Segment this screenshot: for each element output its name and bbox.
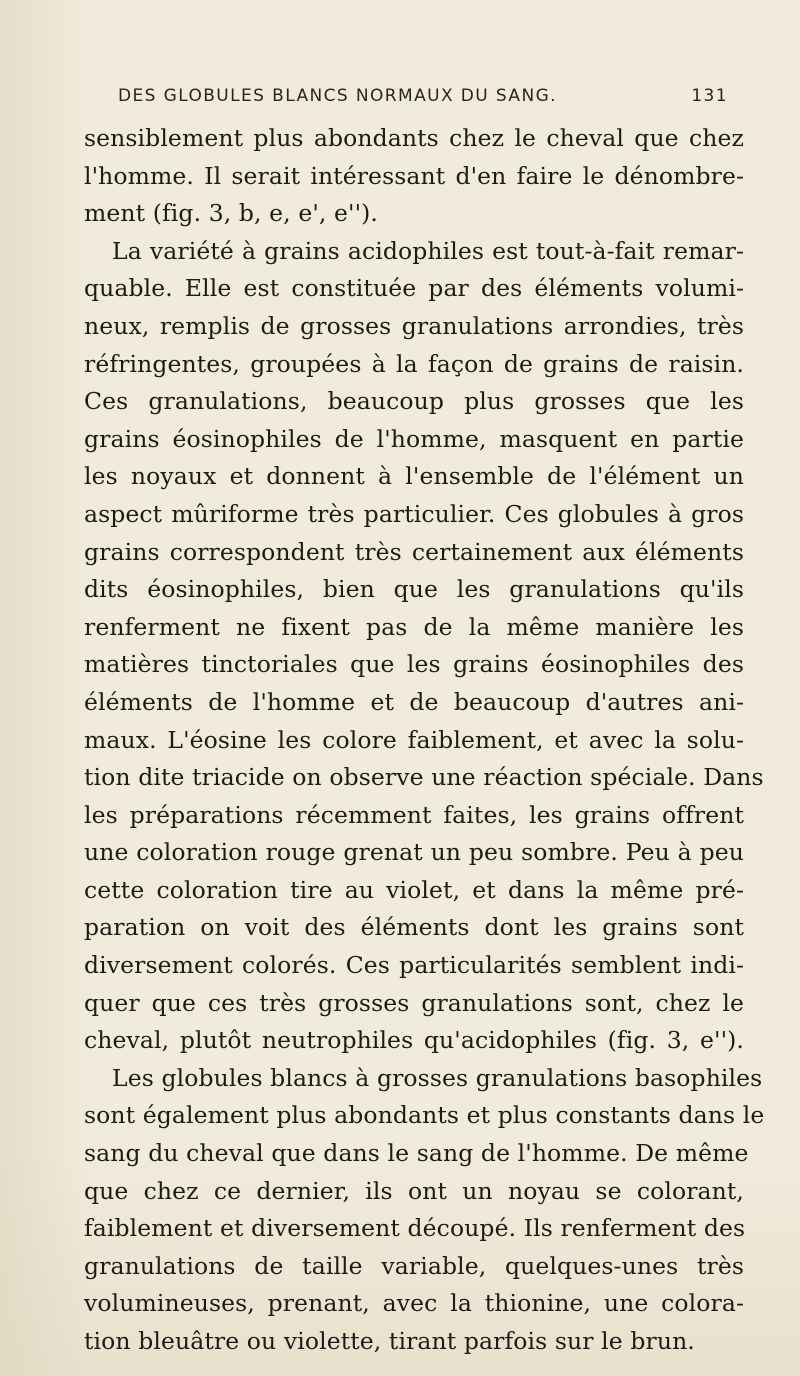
text-line: éléments de l'homme et de beaucoup d'autres ani- bbox=[84, 687, 744, 716]
text-line: paration on voit des éléments dont les grains sont bbox=[84, 913, 744, 942]
text-line: réfringentes, groupées à la façon de grains de raisin. bbox=[84, 349, 744, 378]
text-line: aspect mûriforme très particulier. Ces globules à gros bbox=[84, 499, 744, 528]
text-line: Les globules blancs à grosses granulations basophiles bbox=[112, 1063, 763, 1092]
text-line: cheval, plutôt neutrophiles qu'acidophiles (fig. 3, e''). bbox=[84, 1026, 744, 1055]
text-line: neux, remplis de grosses granulations arrondies, très bbox=[84, 311, 744, 340]
text-line: l'homme. Il serait intéressant d'en faire le dénombre- bbox=[84, 161, 744, 190]
text-line: Ces granulations, beaucoup plus grosses que les bbox=[84, 387, 744, 416]
text-line: maux. L'éosine les colore faiblement, et avec la solu- bbox=[84, 725, 744, 754]
text-line: grains éosinophiles de l'homme, masquent en partie bbox=[84, 424, 744, 453]
text-line: ment (fig. 3, b, e, e', e''). bbox=[84, 199, 378, 228]
text-line: volumineuses, prenant, avec la thionine, une colora- bbox=[84, 1289, 744, 1318]
text-line: que chez ce dernier, ils ont un noyau se colorant, bbox=[84, 1176, 744, 1205]
text-line: faiblement et diversement découpé. Ils renferment des bbox=[84, 1214, 746, 1243]
page-number: 131 bbox=[691, 86, 728, 106]
running-title: DES GLOBULES BLANCS NORMAUX DU SANG. bbox=[118, 86, 557, 106]
text-line: les préparations récemment faites, les grains offrent bbox=[84, 800, 744, 829]
text-line: quer que ces très grosses granulations sont, chez le bbox=[84, 988, 744, 1017]
text-line: quable. Elle est constituée par des éléments volumi- bbox=[84, 274, 744, 303]
text-line: dits éosinophiles, bien que les granulations qu'ils bbox=[84, 575, 744, 604]
text-line: les noyaux et donnent à l'ensemble de l'élément un bbox=[84, 462, 744, 491]
text-line: cette coloration tire au violet, et dans la même pré- bbox=[84, 875, 744, 904]
text-line: La variété à grains acidophiles est tout-à-fait remar- bbox=[112, 236, 744, 265]
body-text bbox=[84, 120, 765, 1361]
text-line: tion bleuâtre ou violette, tirant parfois sur le brun. bbox=[84, 1327, 695, 1355]
text-line: sensiblement plus abondants chez le cheval que chez bbox=[84, 124, 744, 152]
running-header bbox=[118, 86, 728, 114]
text-line: sont également plus abondants et plus constants dans le bbox=[84, 1101, 765, 1130]
text-line: grains correspondent très certainement aux éléments bbox=[84, 537, 744, 566]
text-line: sang du cheval que dans le sang de l'homme. De même bbox=[84, 1139, 749, 1168]
text-line: diversement colorés. Ces particularités semblent indi- bbox=[84, 951, 744, 980]
text-line: tion dite triacide on observe une réaction spéciale. Dans bbox=[84, 763, 764, 792]
text-line: une coloration rouge grenat un peu sombre. Peu à peu bbox=[84, 838, 744, 867]
text-line: granulations de taille variable, quelques-unes très bbox=[84, 1251, 744, 1280]
text-line: matières tinctoriales que les grains éosinophiles des bbox=[84, 650, 744, 679]
text-line: renferment ne fixent pas de la même manière les bbox=[84, 612, 744, 641]
